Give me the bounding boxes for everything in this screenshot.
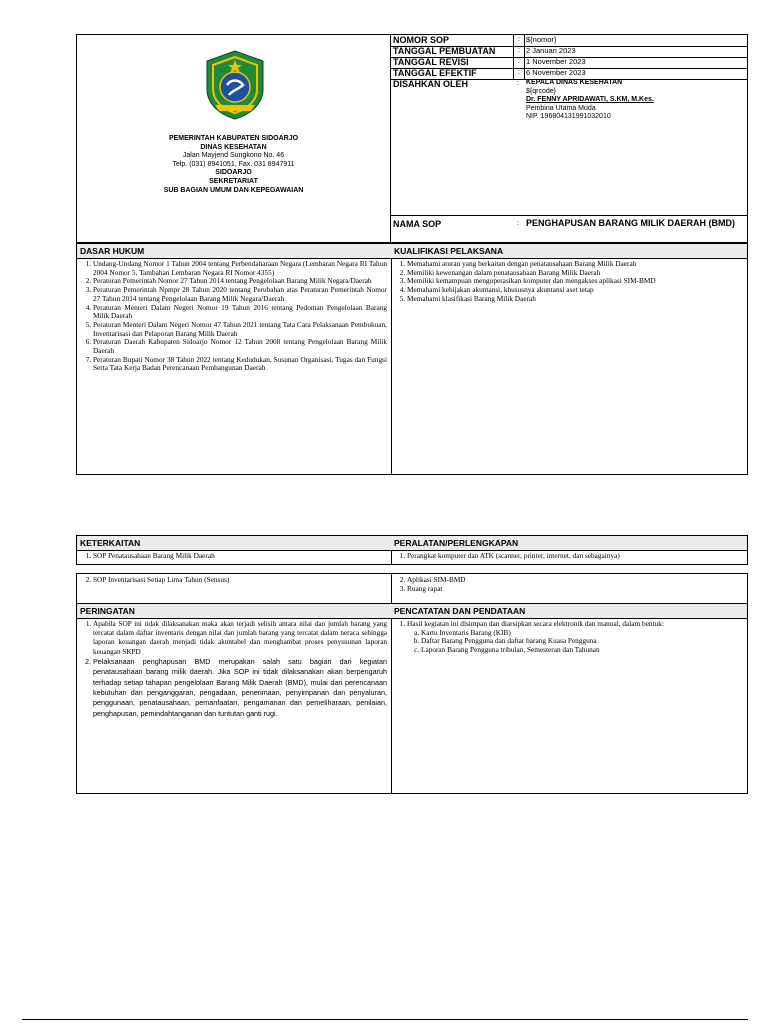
kualifikasi-list [391, 260, 747, 304]
peralatan-section [391, 536, 747, 564]
list-item: 1. Apabila SOP ini tidak dilaksanakan maka akan terjadi selisih antara nilai dan jumlah barang yang tercatat dalam daftar inventaris dengan nilai dan jumlah barang yang tercatat dalam neraca sehingga laporan keuangan daerah menjadi tidak akuntabel dan menghambat proses penyusunan laporan keuangan SKPD [93, 620, 387, 657]
pencatatan-sublist [407, 629, 743, 655]
separator: : [517, 80, 519, 87]
keterkaitan-list [77, 552, 391, 561]
disahkan-oleh-label: DISAHKAN OLEH [393, 79, 469, 89]
sop-header-table [76, 34, 748, 243]
peringatan-list [77, 620, 391, 719]
list-item: 2. Pelaksanaan penghapusan BMD merupakan salah satu bagian dari kegiatan penatausahaan barang milik daerah. Jika SOP ini tidak dilaksanakan akan berpengaruh terhadap setiap tahapan pengelolaan Barang Milik Daerah (BMD), mulai dari perencanaan kebutuhan dan penganggaran, pengadaan, penerimaan, penyimpanan dan penyaluran, penggunaan, penatausahaan, pemanfaatan, pengamanan dan pemeliharaan, penilaian, penghapusan, pemindahtanganan dan tuntutan ganti rugi. [93, 657, 387, 719]
tanggal-pembuatan-value: 2 Januari 2023 [526, 46, 576, 55]
institution-info [77, 135, 390, 195]
sidoarjo-emblem-icon [201, 49, 269, 121]
sublist-item: a. Kartu Inventaris Barang (KIB) [421, 629, 743, 638]
sop-meta-panel [391, 35, 747, 242]
sublist-item: c. Laporan Barang Pengguna tribulan, Semesteran dan Tahunan [421, 646, 743, 655]
institution-city: SIDOARJO [215, 169, 252, 177]
separator: : [513, 57, 525, 68]
peralatan-list [391, 552, 747, 561]
keterkaitan-peralatan-table [76, 535, 748, 565]
list-item: 4. Memahami kebijakan akuntansi, khususnya akuntansi aset tetap [407, 286, 743, 295]
institution-gov: PEMERINTAH KABUPATEN SIDOARJO [168, 135, 299, 142]
separator: : [513, 46, 525, 57]
peringatan-pencatatan-table [76, 573, 748, 794]
tanggal-efektif-label: TANGGAL EFEKTIF [393, 68, 477, 78]
institution-unit: SEKRETARIAT [209, 177, 258, 185]
list-item: 3. Peraturan Pemerintah Npmpr 28 Tahun 2020 tentang Perubahan atas Peraturan Pemerintah Nomor 27 Tahun 2014 tentang Pengelolaan Barang Milik Negara/Daerah [93, 286, 387, 303]
pencatatan-heading: PENCATATAN DAN PENDATAAN [391, 603, 747, 619]
pencatatan-list [391, 620, 747, 655]
nomor-sop-value: ${nomor} [526, 35, 557, 44]
pencatatan-intro: Hasil kegiatan ini disimpan dan diarsipkan secara elektronik dan manual, dalam bentuk: [407, 619, 664, 628]
peralatan-heading: PERALATAN/PERLENGKAPAN [391, 536, 747, 551]
list-item: 3. Memiliki kemampuan mengoperasikan komputer dan mengakses aplikasi SIM-BMD [407, 277, 743, 286]
list-item: 2. SOP Inventarisasi Setiap Lima Tahun (Sensus) [93, 576, 387, 585]
qrcode-placeholder: ${qrcode} [526, 87, 556, 95]
institution-subunit: SUB BAGIAN UMUM DAN KEPEGAWAIAN [163, 186, 304, 194]
dasar-hukum-list [77, 260, 391, 373]
keterkaitan-heading: KETERKAITAN [77, 536, 391, 551]
approval-block [526, 79, 654, 122]
list-item [407, 620, 743, 655]
list-item: 1. Memahami aturan yang berkaitan dengan penatausahaan Barang Milik Daerah [407, 260, 743, 269]
nama-sop-label: NAMA SOP [393, 219, 442, 229]
approver-rank: Pembina Utama Muda [526, 104, 596, 112]
approver-title: KEPALA DINAS KESEHATAN [526, 79, 623, 86]
separator: : [513, 68, 525, 79]
nomor-sop-label: NOMOR SOP [393, 35, 450, 45]
list-item: 1. Undang-Undang Nomor 1 Tahun 2004 tentang Perbendaharaan Negara (Lembaran Negara RI Tahun 2004 Nomor 5, Tambahan Lembaran Negara RI Nomor 4355) [93, 260, 387, 277]
tanggal-revisi-value: 1 November 2023 [526, 57, 586, 66]
keterkaitan-section [77, 536, 392, 564]
nama-sop-value: PENGHAPUSAN BARANG MILIK DAERAH (BMD) [526, 218, 735, 228]
separator: : [513, 35, 525, 46]
row-nama-sop [391, 215, 747, 242]
tanggal-revisi-label: TANGGAL REVISI [393, 57, 469, 67]
institution-phone: Telp. (031) 8941051, Fax. 031 8947911 [172, 160, 295, 168]
approver-name: Dr. FENNY APRIDAWATI, S.KM, M.Kes. [526, 96, 654, 104]
peringatan-heading: PERINGATAN [77, 603, 391, 619]
kualifikasi-heading: KUALIFIKASI PELAKSANA [391, 244, 747, 259]
list-item: 2. Memiliki kewenangan dalam penatausahaan Barang Milik Daerah [407, 269, 743, 278]
list-item: 7. Peraturan Bupati Nomor 38 Tahun 2022 tentang Kedudukan, Susunan Organisasi, Tugas dan Fungsi Serta Tata Kerja Badan Perencanaan Pembangunan Daerah [93, 356, 387, 373]
dasar-hukum-kualifikasi-table [76, 243, 748, 475]
list-item: 2. Peraturan Pemerintah Nomor 27 Tahun 2014 tentang Pengelolaan Barang Milik Negara/Daerah [93, 277, 387, 286]
list-item: 1. Perangkat komputer dan ATK (scanner, printer, internet, dan sebagainya) [407, 552, 743, 561]
next-page-edge [22, 1019, 748, 1024]
list-item: 5. Memahami klasifikasi Barang Milik Daerah [407, 295, 743, 304]
approver-nip: NIP. 196804131991032010 [526, 113, 611, 121]
keterkaitan-list-continued [77, 576, 391, 585]
list-item: 2. Aplikasi SIM-BMD [407, 576, 743, 585]
sublist-item: b. Daftar Barang Pengguna dan daftar barang Kuasa Pengguna [421, 637, 743, 646]
dasar-hukum-section [77, 244, 392, 474]
list-item: 6. Peraturan Daerah Kabupaten Sidoarjo Nomor 12 Tahun 2008 tentang Pengelolaan Barang Milik Daerah [93, 338, 387, 355]
peralatan-list-continued [391, 576, 747, 593]
right-column [391, 574, 747, 793]
left-column [77, 574, 392, 793]
row-disahkan-oleh [391, 79, 747, 216]
institution-panel [77, 35, 391, 242]
dasar-hukum-heading: DASAR HUKUM [77, 244, 391, 259]
list-item: 1. SOP Penatausahaan Barang Milik Daerah [93, 552, 387, 561]
institution-address: Jalan Mayjend Sungkono No. 46 [182, 152, 285, 160]
list-item: 3. Ruang rapat [407, 585, 743, 594]
tanggal-efektif-value: 6 November 2023 [526, 68, 586, 77]
kualifikasi-section [391, 244, 747, 474]
tanggal-pembuatan-label: TANGGAL PEMBUATAN [393, 46, 496, 56]
list-item: 5. Peraturan Menteri Dalam Negeri Nomor 47 Tahun 2021 tentang Tata Cara Pelaksanaan Pembukuan, Inventarisasi dan Pelaporan Barang Milik Daerah [93, 321, 387, 338]
separator: : [517, 220, 519, 227]
list-item: 4. Peraturan Menteri Dalam Negeri Nomor 19 Tahun 2016 tentang Pedoman Pengelolaan Barang Milik Daerah [93, 304, 387, 321]
institution-dept: DINAS KESEHATAN [200, 143, 267, 151]
